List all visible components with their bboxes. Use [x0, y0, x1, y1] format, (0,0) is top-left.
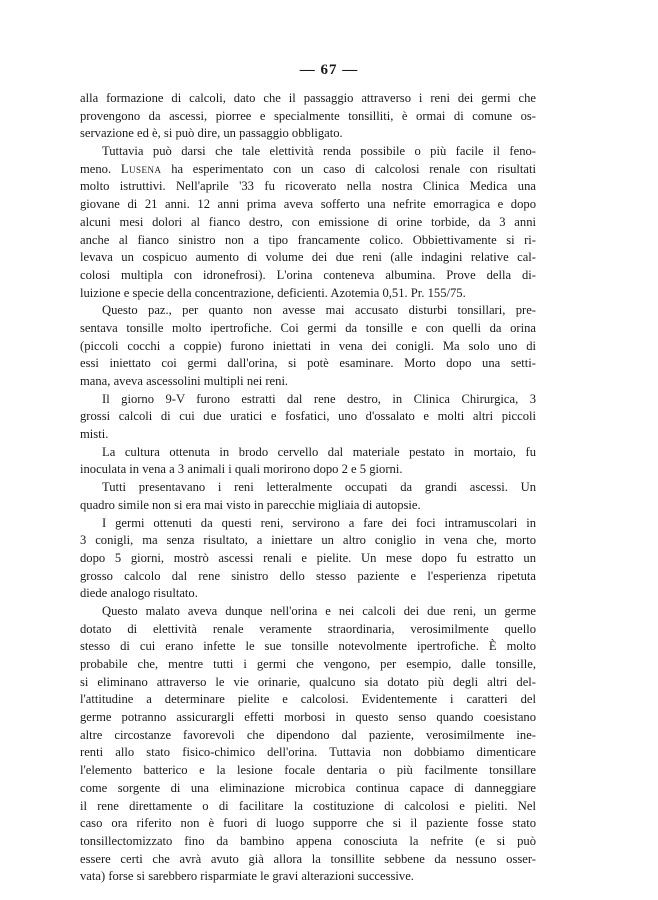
text-line: levava un cospicuo aumento di volume dei due reni (alle indagini relative cal-: [80, 250, 536, 265]
text-line: tonsillectomizzato fino da bambino appena conosciuta la nefrite (e si può: [80, 833, 536, 848]
text-line: anche al fianco sinistro non a tipo francamente colico. Obbiettivamente si ri-: [80, 232, 536, 247]
text-line: luizione e specie della concentrazione, deficienti. Azotemia 0,51. Pr. 155/75.: [80, 285, 466, 300]
text-line: servazione ed è, si può dire, un passaggio obbligato.: [80, 126, 343, 141]
text-line: caso ora riferito non è fuori di luogo supporre che si il paziente fosse stato: [80, 816, 536, 831]
text-line: Questo paz., per quanto non avesse mai accusato disturbi tonsillari, pre-: [102, 303, 536, 318]
text-line: grosso calcolo dal rene sinistro dello stesso paziente e l'esperienza ripetuta: [80, 568, 536, 583]
page-number: — 67 —: [299, 62, 359, 78]
text-line: essere certi che avrà avuto già allora la tonsillite sebbene da nessuno osser-: [80, 851, 536, 866]
text-line: inoculata in vena a 3 animali i quali morirono dopo 2 e 5 giorni.: [80, 462, 403, 477]
paragraph: [80, 302, 536, 390]
text-line: Tutti presentavano i reni letteralmente occupati da grandi ascessi. Un: [102, 480, 536, 495]
text-line: Tuttavia può darsi che tale elettività renda possibile o più facile il feno-: [102, 144, 536, 159]
text-line: dopo 5 giorni, mostrò ascessi renali e pielite. Un mese dopo fu estratto un: [80, 550, 536, 565]
text-line: grossi calcoli di cui due uratici e fosfatici, uno d'ossalato e molti altri piccoli: [80, 409, 536, 424]
document-body: [80, 90, 536, 886]
paragraph: [80, 444, 536, 479]
text-line: sentava tonsille molto ipertrofiche. Coi germi da tonsille e con quelli da orina: [80, 320, 536, 335]
text-line: Questo malato aveva dunque nell'orina e nei calcoli dei due reni, un germe: [102, 603, 536, 618]
text-line: l'elemento batterico e la lesione focale dentaria o più facilmente tonsillare: [80, 763, 536, 778]
text-line: alcuni mesi dolori al fianco destro, con emissione di orine torbide, da 3 anni: [80, 214, 536, 229]
text-line: stesso di cui erano infette le sue tonsille notevolmente ipertrofiche. È molto: [80, 639, 536, 654]
author-name: Lusena: [120, 161, 162, 176]
paragraph: [80, 391, 536, 444]
text-line: meno. Lusena ha esperimentato con un caso di calcolosi renale con risultati: [80, 161, 536, 176]
paragraph: [80, 143, 536, 302]
text-line: molto istruttivi. Nell'aprile '33 fu ricoverato nella nostra Clinica Medica una: [80, 179, 536, 194]
paragraph: [80, 479, 536, 514]
paragraph: [80, 603, 536, 886]
text-line: provengono da ascessi, piorree e specialmente tonsilliti, è ormai di comune os-: [80, 108, 536, 123]
text-line: altre circostanze favorevoli che dipendono dal paziente, verosimilmente ine-: [80, 727, 536, 742]
text-line: La cultura ottenuta in brodo cervello dal materiale pestato in mortaio, fu: [102, 444, 536, 459]
paragraph: [80, 515, 536, 603]
text-line: si eliminano attraverso le vie orinarie, qualcuno sia dotato più degli altri del-: [80, 674, 536, 689]
text-line: colosi multipla con idronefrosi). L'orina conteneva albumina. Prove della di-: [80, 267, 536, 282]
text-line: (piccoli cocchi a coppie) furono iniettati in vena dei conigli. Ma solo uno di: [80, 338, 536, 353]
text-line: Il giorno 9-V furono estratti dal rene destro, in Clinica Chirurgica, 3: [102, 391, 536, 406]
text-line: vata) forse si sarebbero risparmiate le gravi alterazioni successive.: [80, 869, 414, 884]
text-line: come sorgente di una eliminazione microbica continua capace di danneggiare: [80, 780, 536, 795]
text-line: germe potranno assicurargli effetti morbosi in questo senso quando coesistano: [80, 710, 536, 725]
text-line: misti.: [80, 427, 109, 442]
text-line: mana, aveva ascessolini multipli nei reni.: [80, 374, 289, 388]
text-line: il rene direttamente o di facilitare la costituzione di calcolosi e pieliti. Nel: [80, 798, 536, 813]
text-line: diede analogo risultato.: [80, 586, 198, 601]
text-line: giovane di 21 anni. 12 anni prima aveva sofferto una nefrite emorragica e dopo: [80, 197, 536, 212]
text-line: quadro simile non si era mai visto in parecchie migliaia di autopsie.: [80, 497, 421, 512]
text-line: 3 conigli, ma senza risultato, a iniettare un altro coniglio in vena che, morto: [80, 533, 536, 548]
text-line: alla formazione di calcoli, dato che il passaggio attraverso i reni dei germi che: [80, 91, 536, 105]
text-line: essi iniettato coi germi dall'orina, si potè esaminare. Morto dopo una setti-: [80, 356, 536, 371]
text-line: l'attitudine a determinare pielite e calcolosi. Evidentemente i caratteri del: [80, 692, 536, 707]
text-line: I germi ottenuti da questi reni, servirono a fare dei foci intramuscolari in: [102, 515, 536, 530]
text-line: renti allo stato fisico-chimico dell'orina. Tuttavia non dobbiamo dimenticare: [80, 745, 536, 760]
text-line: probabile che, mentre tutti i germi che vengono, per esempio, dalle tonsille,: [80, 657, 536, 671]
paragraph: [80, 90, 536, 143]
text-line: dotato di elettività renale veramente straordinaria, verosimilmente quello: [80, 621, 536, 636]
